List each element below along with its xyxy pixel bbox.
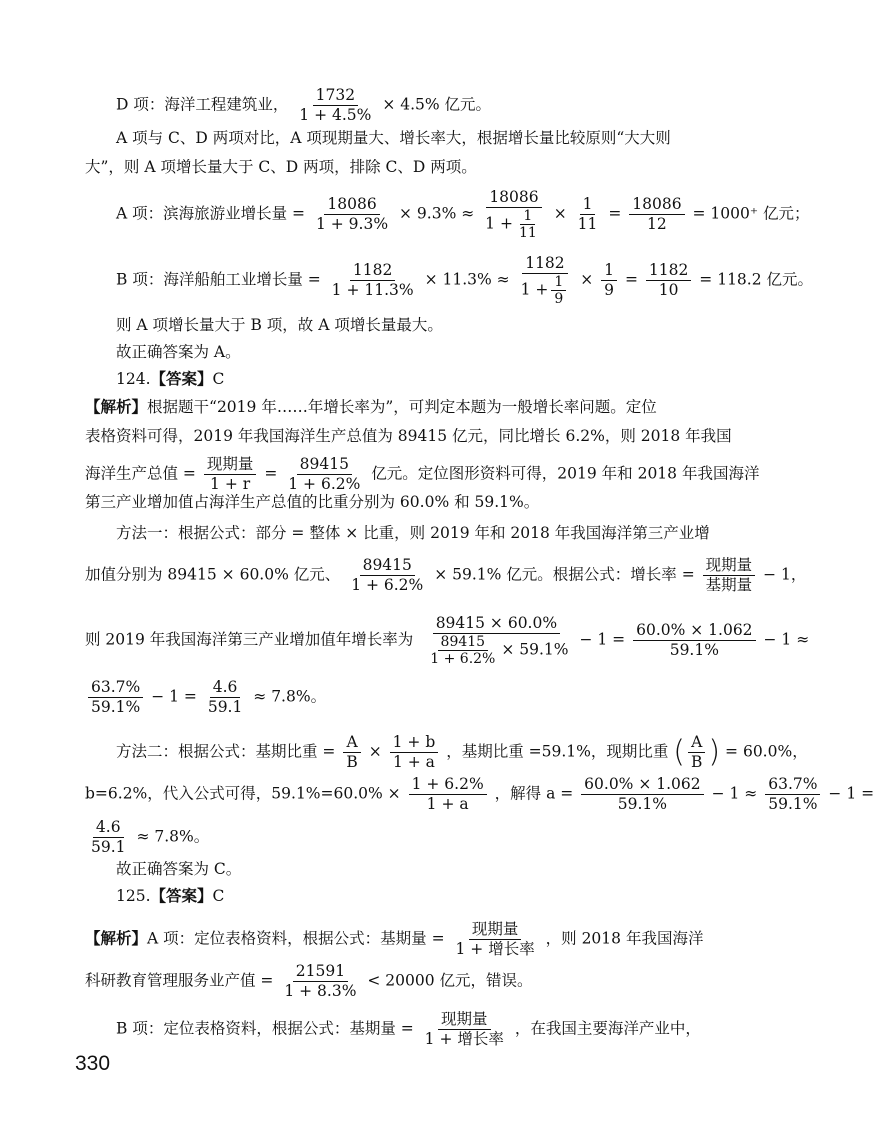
paragraph-line: 海洋生产总值 = $\frac{\text{现期量}}{1 + r}$ = $\frac{89415}{1 + 6.2\%}$ 亿元。定位图形资料可得，2019 年和 2018 年我国海洋 — [85, 455, 760, 493]
paragraph-line: 加值分别为 89415 × 60.0% 亿元、 $\frac{89415}{1 + 6.2\%}$ × 59.1% 亿元。根据公式：增长率 = $\frac{\text{现期量}}{\text{基期量}}$ − 1， — [85, 556, 807, 594]
paragraph-line: 表格资料可得，2019 年我国海洋生产总值为 89415 亿元，同比增长 6.2%，则 2018 年我国 — [85, 427, 732, 445]
paragraph-line: $\frac{4.6}{59.1}$ ≈ 7.8%。 — [91, 818, 210, 856]
method-1-line: 方法一：根据公式：部分 = 整体 × 比重，则 2019 年和 2018 年我国海洋第三产业增 — [116, 524, 710, 542]
paragraph-line: 科研教育管理服务业产值 = $\frac{21591}{1 + 8.3\%}$ < 20000 亿元，错误。 — [85, 962, 533, 1000]
paragraph-line: 则 2019 年我国海洋第三产业增加值年增长率为 89415 × 60.0% $\frac{89415}{1 + 6.2\%}$ × 59.1% − 1 = $\frac{60.0\% \times 1.062}{59.1\%}$ − 1 ≈ — [85, 614, 810, 667]
paragraph-line: B 项：定位表格资料，根据公式：基期量 = $\frac{\text{现期量}}{\text{1 + 增长率}}$ ，在我国主要海洋产业中， — [116, 1010, 701, 1048]
analysis-125-line: 【解析】A 项：定位表格资料，根据公式：基期量 = $\frac{\text{现期量}}{\text{1 + 增长率}}$ ，则 2018 年我国海洋 — [85, 920, 704, 958]
conclusion-line: 故正确答案为 C。 — [116, 860, 242, 878]
paragraph-line: 则 A 项增长量大于 B 项，故 A 项增长量最大。 — [116, 316, 443, 334]
method-2-line: 方法二：根据公式：基期比重 = $\frac{A}{B}$ × $\frac{1 + b}{1 + a}$ ，基期比重 =59.1%，现期比重 ( $\frac{A}{B}$ ) = 60.0%， — [116, 733, 808, 771]
answer-125: 125.【答案】C — [116, 887, 225, 905]
answer-124: 124.【答案】C — [116, 370, 225, 388]
paragraph-line: A 项与 C、D 两项对比，A 项现期量大、增长率大，根据增长量比较原则“大大则 — [116, 129, 671, 147]
fraction: $\frac{1732}{1 + 4.5\%}$ — [299, 86, 372, 124]
line-b-item: B 项：海洋船舶工业增长量 = $\frac{1182}{1 + 11.3\%}$ × 11.3% ≈ 1182 1 + $\frac{1}{9}$ × $\frac{1}{9}$ = $\frac{1182}{10}$ = 118.2 亿元。 — [116, 254, 814, 307]
conclusion-line: 故正确答案为 A。 — [116, 343, 241, 361]
paragraph-line: b=6.2%，代入公式可得，59.1%=60.0% × $\frac{1 + 6.2\%}{1 + a}$ ，解得 a = $\frac{60.0\% \times 1.062}{59.1\%}$ − 1 ≈ $\frac{63.7\%}{59.1\%}$ − 1 = — [85, 775, 874, 813]
paragraph-line: $\frac{63.7\%}{59.1\%}$ − 1 = $\frac{4.6}{59.1}$ ≈ 7.8%。 — [85, 678, 326, 717]
line-a-item: A 项：滨海旅游业增长量 = $\frac{18086}{1 + 9.3\%}$ × 9.3% ≈ 18086 1 + $\frac{1}{11}$ × $\frac{1}{11}$ = $\frac{18086}{12}$ = 1000⁺ 亿元； — [116, 188, 810, 241]
analysis-124-line: 【解析】根据题干“2019 年……年增长率为”，可判定本题为一般增长率问题。定位 — [85, 398, 657, 416]
line-d-item: D 项：海洋工程建筑业， $\frac{1732}{1 + 4.5\%}$ × 4.5% 亿元。 — [116, 86, 492, 124]
paragraph-line: 大”，则 A 项增长量大于 C、D 两项，排除 C、D 两项。 — [85, 158, 477, 176]
page-number: 330 — [75, 1052, 111, 1075]
paragraph-line: 第三产业增加值占海洋生产总值的比重分别为 60.0% 和 59.1%。 — [85, 493, 540, 511]
